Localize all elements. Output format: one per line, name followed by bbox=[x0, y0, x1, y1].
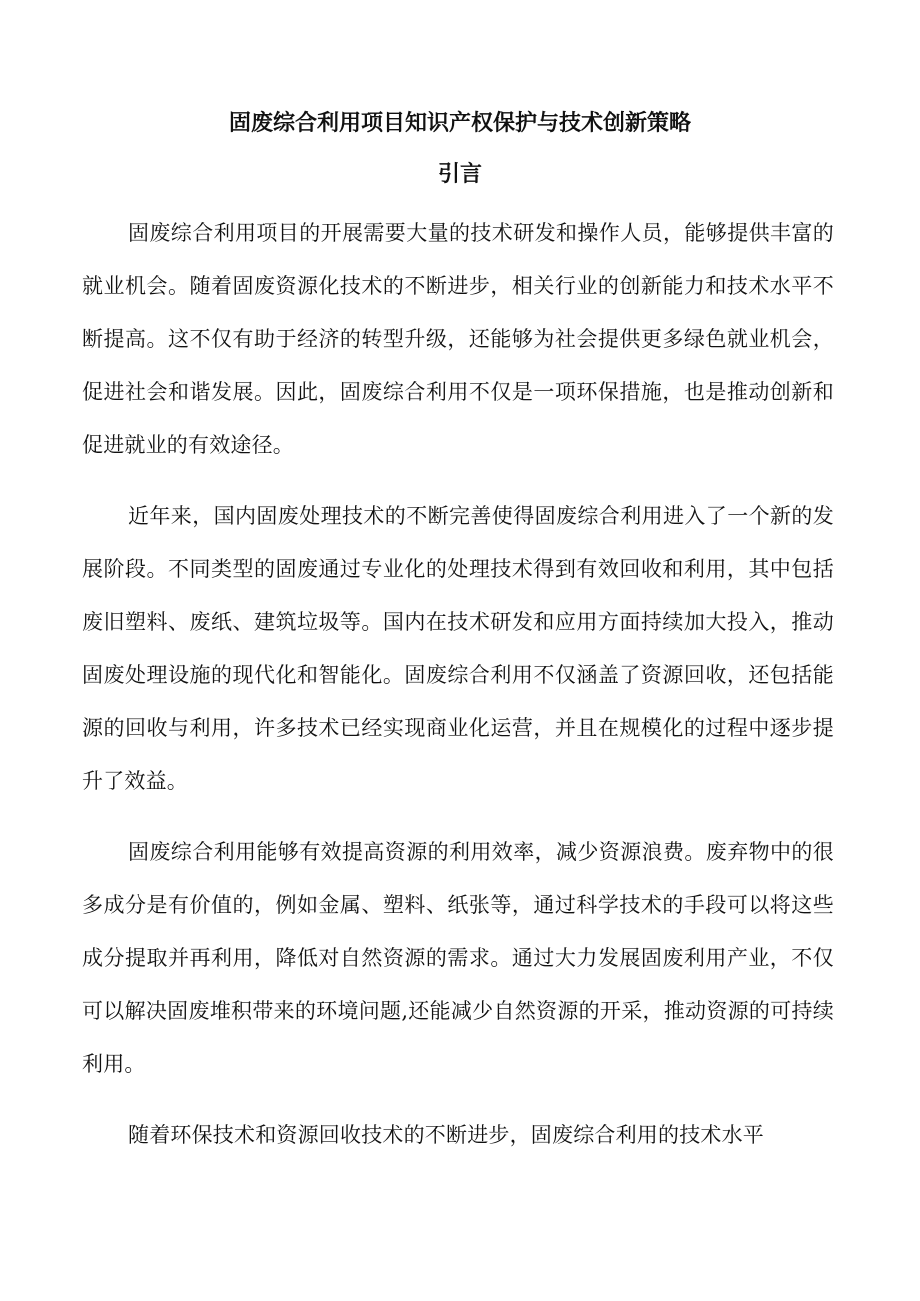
section-heading-introduction: 引言 bbox=[437, 162, 482, 187]
paragraph-3: 固废综合利用能够有效提高资源的利用效率，减少资源浪费。废弃物中的很多成分是有价值的，例如金属、塑料、纸张等，通过科学技术的手段可以将这些成分提取并再利用，降低对自然资源的需求。通过大力发展固废利用产业，不仅可以解决固废堆积带来的环境问题,还能减少自然资源的开采，推动资源的可持续利用。 bbox=[82, 840, 834, 1076]
document-title: 固废综合利用项目知识产权保护与技术创新策略 bbox=[228, 111, 691, 136]
paragraph-2: 近年来，国内固废处理技术的不断完善使得固废综合利用进入了一个新的发展阶段。不同类型的固废通过专业化的处理技术得到有效回收和利用，其中包括废旧塑料、废纸、建筑垃圾等。国内在技术研发和应用方面持续加大投入，推动固废处理设施的现代化和智能化。固废综合利用不仅涵盖了资源回收，还包括能源的回收与利用，许多技术已经实现商业化运营，并且在规模化的过程中逐步提升了效益。 bbox=[82, 504, 834, 793]
paragraph-1: 固废综合利用项目的开展需要大量的技术研发和操作人员，能够提供丰富的就业机会。随着固废资源化技术的不断进步，相关行业的创新能力和技术水平不断提高。这不仅有助于经济的转型升级，还能够为社会提供更多绿色就业机会，促进社会和谐发展。因此，固废综合利用不仅是一项环保措施，也是推动创新和促进就业的有效途径。 bbox=[82, 221, 834, 457]
paragraph-4: 随着环保技术和资源回收技术的不断进步，固废综合利用的技术水平 bbox=[128, 1123, 764, 1147]
body-text bbox=[82, 207, 834, 1180]
